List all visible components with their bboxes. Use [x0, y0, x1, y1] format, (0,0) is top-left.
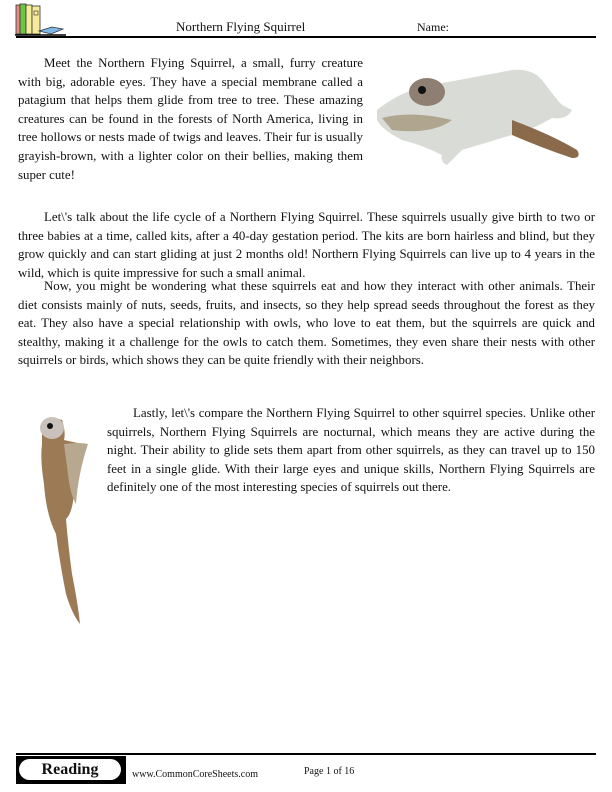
flying-squirrel-gliding-image — [372, 50, 588, 178]
site-url: www.CommonCoreSheets.com — [132, 769, 259, 780]
worksheet-title: Northern Flying Squirrel — [176, 19, 306, 34]
subject-badge — [16, 756, 126, 784]
flying-squirrel-climbing-image — [22, 404, 90, 626]
paragraph-comparison: Lastly, let\'s compare the Northern Flying Squirrel to other squirrel species. Unlike other squirrels, Northern Flying Squirrels are nocturnal, which means they are active during the night. Their ability to glide sets them apart from other squirrels, as they can travel up to 150 feet in a single glide. With their large eyes and unique skills, Northern Flying Squirrels are definitely one of the most interesting species of squirrels out there. — [107, 406, 595, 495]
subject-label: Reading — [19, 759, 121, 780]
worksheet-header — [0, 0, 612, 40]
books-icon — [14, 3, 66, 36]
paragraph-diet: Now, you might be wondering what these squirrels eat and how they interact with other animals. Their diet consists mainly of nuts, seeds, fruits, and insects, so they help spread seeds throughout the forest as they eat. They also have a special relationship with owls, who love to eat them, but the squirrels are quick and stealthy, making it a challenge for the owls to catch them. Sometimes, they even share their nests with other squirrels or birds, which shows they can be quite friendly with their neighbors. — [18, 279, 595, 368]
header-divider — [16, 36, 596, 38]
paragraph-life-cycle: Let\'s talk about the life cycle of a Northern Flying Squirrel. These squirrels usually give birth to two or three babies at a time, called kits, after a 40-day gestation period. The kits are born hairless and blind, but they grow quickly and can start gliding at just 2 months old! Northern Flying Squirrels can live up to 4 years in the wild, which is quite impressive for such a small animal. — [18, 210, 595, 280]
paragraph-intro: Meet the Northern Flying Squirrel, a small, furry creature with big, adorable eyes. They have a special membrane called a patagium that helps them glide from tree to tree. These amazing creatures can be found in the forests of North America, living in tree hollows or nests made of twigs and leaves. Their fur is usually grayish-brown, with a lighter color on their bellies, making them super cute! — [18, 56, 363, 182]
footer-divider — [16, 753, 596, 755]
name-label: Name: — [417, 20, 449, 34]
page-number: Page 1 of 16 — [304, 766, 355, 777]
